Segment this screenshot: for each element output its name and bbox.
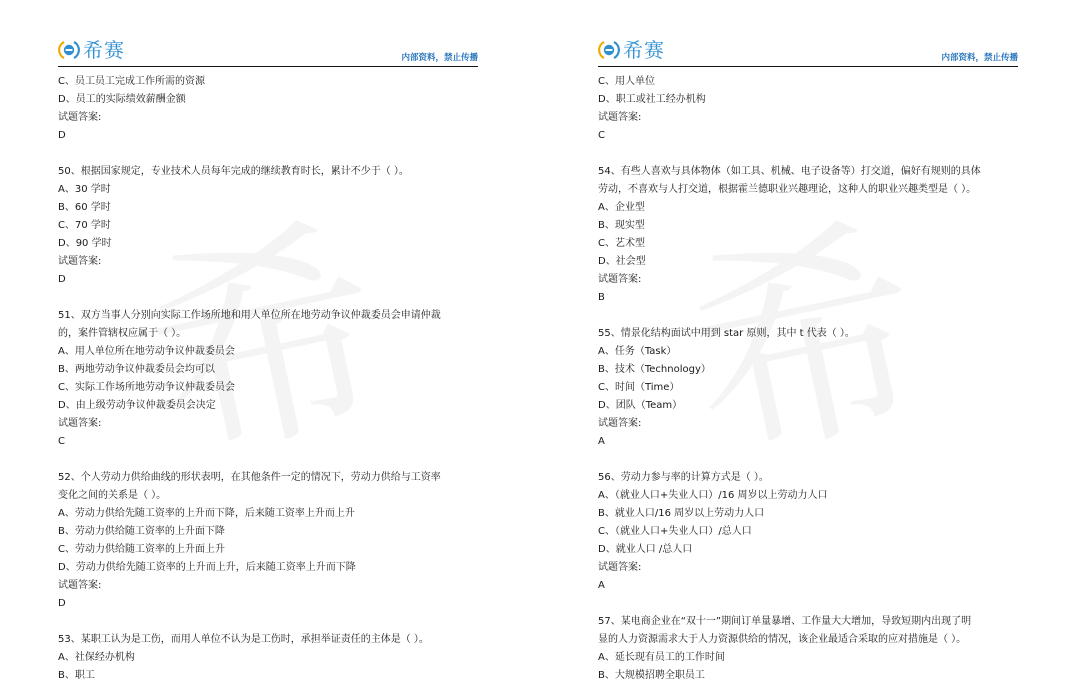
text-line: 变化之间的关系是（ ）。 (58, 490, 167, 501)
question-block (598, 613, 1018, 685)
text-line: 试题答案: (598, 418, 642, 429)
question-block (598, 73, 1018, 145)
text-line: 劳动，不喜欢与人打交道，根据霍兰德职业兴趣理论，这种人的职业兴趣类型是（ ）。 (598, 184, 977, 195)
question-block (58, 469, 478, 613)
text-line: D、员工的实际绩效薪酬金额 (58, 94, 186, 105)
text-line: 显的人力资源需求大于人力资源供给的情况，该企业最适合采取的应对措施是（ ）。 (598, 634, 967, 645)
logo-text: 希赛 (623, 38, 665, 62)
text-line: 试题答案: (598, 112, 642, 123)
text-line: 57、某电商企业在“双十一”期间订单量暴增、工作量大大增加，导致短期内出现了明 (598, 616, 972, 627)
text-line: 50、根据国家规定，专业技术人员每年完成的继续教育时长，累计不少于（ ）。 (58, 166, 409, 177)
text-line: 试题答案: (598, 562, 642, 573)
question-block (598, 163, 1018, 307)
question-block (58, 631, 478, 685)
text-line: C、艺术型 (598, 238, 645, 249)
question-block (58, 307, 478, 451)
text-line: 试题答案: (58, 580, 102, 591)
text-line: D、团队（Team） (598, 400, 683, 411)
text-line: 试题答案: (58, 256, 102, 267)
text-line: A、任务（Task） (598, 346, 677, 357)
text-line: A、延长现有员工的工作时间 (598, 652, 725, 663)
text-line: C、实际工作场所地劳动争议仲裁委员会 (58, 382, 235, 393)
text-line: 试题答案: (58, 112, 102, 123)
text-line: 试题答案: (598, 274, 642, 285)
text-line: B、现实型 (598, 220, 645, 231)
text-line: A、（就业人口+失业人口）/16 周岁以上劳动力人口 (598, 490, 828, 501)
text-line: C、用人单位 (598, 76, 655, 87)
text-line: C、员工员工完成工作所需的资源 (58, 76, 205, 87)
text-line: A (598, 436, 605, 447)
text-line: 52、个人劳动力供给曲线的形状表明，在其他条件一定的情况下，劳动力供给与工资率 (58, 472, 441, 483)
text-line: D (58, 274, 66, 285)
text-line: D、由上级劳动争议仲裁委员会决定 (58, 400, 216, 411)
text-line: A、社保经办机构 (58, 652, 135, 663)
text-line: D、就业人口 /总人口 (598, 544, 693, 555)
text-line: B (598, 292, 605, 303)
text-line: D、社会型 (598, 256, 646, 267)
page-header (598, 38, 1018, 67)
logo-icon (598, 39, 620, 61)
text-line: C、时间（Time） (598, 382, 680, 393)
text-line: C (598, 130, 605, 141)
header-tagline: 内部资料，禁止传播 (401, 53, 478, 63)
text-line: C、70 学时 (58, 220, 111, 231)
logo-icon (58, 39, 80, 61)
text-line: A、用人单位所在地劳动争议仲裁委员会 (58, 346, 235, 357)
text-line: A、30 学时 (58, 184, 111, 195)
text-line: C、劳动力供给随工资率的上升面上升 (58, 544, 225, 555)
logo (58, 38, 125, 62)
text-line: D、90 学时 (58, 238, 112, 249)
text-line: A、企业型 (598, 202, 645, 213)
text-line: D、劳动力供给先随工资率的上升而上升，后来随工资率上升而下降 (58, 562, 356, 573)
question-block (58, 163, 478, 289)
logo-text: 希赛 (83, 38, 125, 62)
text-line: C (58, 436, 65, 447)
question-block (598, 325, 1018, 451)
text-line: 51、双方当事人分别向实际工作场所地和用人单位所在地劳动争议仲裁委员会申请仲裁 (58, 310, 441, 321)
document-page-right (540, 0, 1080, 700)
text-line: 的，案件管辖权应属于（ ）。 (58, 328, 187, 339)
text-line: A (598, 580, 605, 591)
text-line: B、60 学时 (58, 202, 111, 213)
text-line: B、两地劳动争议仲裁委员会均可以 (58, 364, 215, 375)
text-line: B、就业人口/16 周岁以上劳动力人口 (598, 508, 765, 519)
text-line: D (58, 598, 66, 609)
text-line: B、大规模招聘全职员工 (598, 670, 705, 681)
text-line: C、（就业人口+失业人口）/总人口 (598, 526, 752, 537)
text-line: B、技术（Technology） (598, 364, 711, 375)
text-line: 56、劳动力参与率的计算方式是（ ）。 (598, 472, 769, 483)
text-line: B、职工 (58, 670, 95, 681)
question-block (58, 73, 478, 145)
text-line: D (58, 130, 66, 141)
text-line: D、职工或社工经办机构 (598, 94, 706, 105)
text-line: 54、有些人喜欢与具体物体（如工具、机械、电子设备等）打交道，偏好有规则的具体 (598, 166, 981, 177)
logo (598, 38, 665, 62)
text-line: 55、情景化结构面试中用到 star 原则，其中 t 代表（ ）。 (598, 328, 855, 339)
text-line: A、劳动力供给先随工资率的上升而下降，后来随工资率上升而上升 (58, 508, 355, 519)
text-line: B、劳动力供给随工资率的上升面下降 (58, 526, 225, 537)
page-header (58, 38, 478, 67)
page-content (58, 73, 478, 685)
question-block (598, 469, 1018, 595)
page-content (598, 73, 1018, 685)
text-line: 53、某职工认为是工伤，而用人单位不认为是工伤时，承担举证责任的主体是（ ）。 (58, 634, 429, 645)
text-line: 试题答案: (58, 418, 102, 429)
header-tagline: 内部资料，禁止传播 (941, 53, 1018, 63)
